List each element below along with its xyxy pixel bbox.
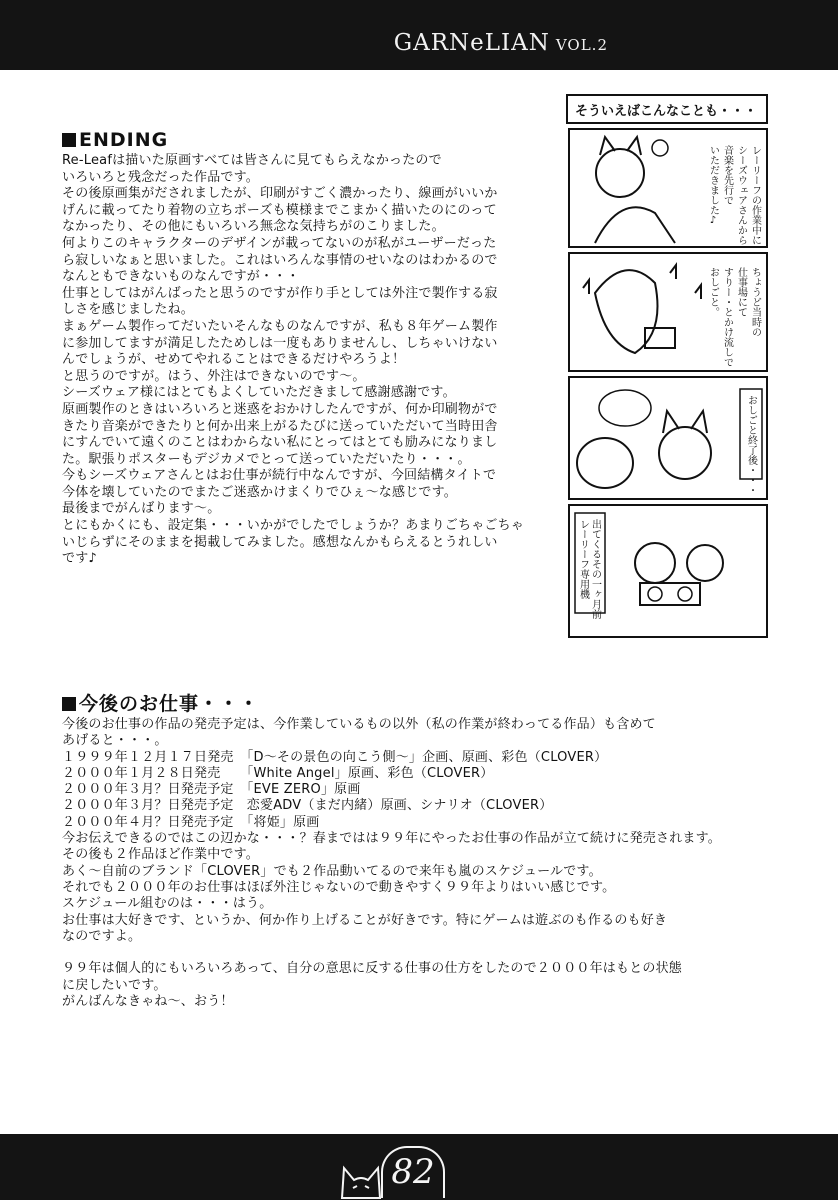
page-number: 82 <box>381 1146 445 1198</box>
magazine-title: GARNeLIAN <box>393 30 550 56</box>
panel3-text-1: おしごと終了後・・・ <box>745 395 757 495</box>
ending-line: に参加してますが満足したためしは一度もありませんし、しちゃいけない <box>62 335 498 351</box>
future-work-line: ２０００年１月２８日発売 「White Angel」原画、彩色（CLOVER） <box>62 765 494 781</box>
ending-line: た。駅張りポスターもデジカメでとって送っていただいたり・・・。 <box>62 451 471 467</box>
ending-line: いじらずにそのままを掲載してみました。感想なんかもらえるとうれしい <box>62 534 498 550</box>
ending-section <box>62 129 552 568</box>
ending-line: Re-Leafは描いた原画すべては皆さんに見てもらえなかったので <box>62 153 442 168</box>
panel1-text-2: シーズウェアさんから <box>735 145 747 245</box>
future-work-line: ２０００年４月？日発売予定 「将姫」原画 <box>62 814 320 830</box>
future-work-line: ２０００年３月？日発売予定 「EVE ZERO」原画 <box>62 782 361 798</box>
future-work-line: １９９９年１２月１７日発売 「D～その景色の向こう側～」企画、原画、彩色（CLOVER） <box>62 749 608 765</box>
panel4-text-1: 出てくるその一ヶ月前 <box>589 519 601 619</box>
future-work-line: 今お伝えできるのではこの辺かな・・・？春まではは９９年にやったお仕事の作品が立て続けに発売されます。 <box>62 831 721 847</box>
future-work-line: それでも２０００年のお仕事はほぼ外注じゃないので動きやすく９９年よりはいい感じです。 <box>62 879 616 895</box>
future-work-heading-text: 今後のお仕事・・・ <box>79 693 260 715</box>
future-work-line: ２０００年３月？日発売予定 恋愛ADV（まだ内緒）原画、シナリオ（CLOVER） <box>62 798 553 814</box>
future-work-line: その後も２作品ほど作業中です。 <box>62 847 259 863</box>
ending-line: 最後までがんばります～。 <box>62 501 221 517</box>
ending-line: にすんでいて遠くのことはわからない私にとってはとても励みになりまし <box>62 435 498 451</box>
future-work-heading <box>62 693 782 715</box>
ending-line: なんともできないものなんですが・・・ <box>62 269 300 285</box>
ending-heading-text: ENDING <box>79 129 169 151</box>
panel2-text-1: ちょうど当時の <box>749 267 761 337</box>
future-work-line: に戻したいです。 <box>62 977 167 993</box>
panel1-text-1: レーリーフの作業中に <box>749 145 761 245</box>
ending-body <box>62 153 552 568</box>
future-work-line: 今後のお仕事の作品の発売予定は、今作業しているもの以外（私の作業が終わってる作品）も含めて <box>62 717 656 732</box>
bullet-square-icon <box>62 133 76 147</box>
ending-line: んでしょうが、せめてやれることはできるだけやろうよ！ <box>62 352 406 368</box>
ending-line: その後原画集がだされましたが、印刷がすごく濃かったり、線画がいいか <box>62 186 498 202</box>
ending-line: 今体を壊していたのでまたご迷惑かけまくりでひぇ～な感じです。 <box>62 484 457 500</box>
panel4-text-2: レーリーフ専用機 <box>577 519 589 599</box>
running-title <box>394 30 608 56</box>
comic-title: そういえばこんなことも・・・ <box>575 104 758 119</box>
ending-heading <box>62 129 552 151</box>
future-work-line: あく～自前のブランド「CLOVER」でも２作品動いてるので来年も嵐のスケジュールです。 <box>62 863 602 879</box>
ending-line: 何よりこのキャラクターのデザインが載ってないのが私がユーザーだった <box>62 235 497 251</box>
future-work-line: がんばんなきゃね～、おう！ <box>62 994 234 1010</box>
volume-label: VOL.2 <box>555 36 608 54</box>
future-work-line <box>62 945 782 961</box>
panel1-text-3: 音楽を先行で <box>721 145 733 205</box>
ending-line: まぁゲーム製作ってだいたいそんなものなんですが、私も８年ゲーム製作 <box>62 318 498 334</box>
panel2-text-3: すりー・とかけ流しで <box>721 267 733 367</box>
ending-line: げんに載ってたり着物の立ちポーズも模様までこまかく描いたのにのって <box>62 202 497 218</box>
ending-line: いろいろと残念だった作品です。 <box>62 169 259 185</box>
future-work-line: ９９年は個人的にもいろいろあって、自分の意思に反する仕事の仕方をしたので２０００年はもとの状態 <box>62 961 683 977</box>
bullet-square-icon <box>62 697 76 711</box>
cat-mascot-icon <box>338 1162 384 1200</box>
ending-line: とにもかくにも、設定集・・・いかがでしたでしょうか？あまりごちゃごちゃ <box>62 518 525 534</box>
panel2-text-2: 仕事場にて <box>735 267 747 317</box>
panel1-text-4: いただきました♪ <box>707 145 719 226</box>
ending-line: しさを感じましたね。 <box>62 302 195 318</box>
future-work-line: あげると・・・。 <box>62 733 168 749</box>
four-panel-comic <box>565 93 770 641</box>
future-work-line: スケジュール組むのは・・・はう。 <box>62 896 273 912</box>
ending-line: ら寂しいなぁと思いました。これはいろんな事情のせいなのはわかるので <box>62 252 498 268</box>
ending-line: シーズウェア様にはとてもよくしていただきまして感謝感謝です。 <box>62 385 456 401</box>
header-bar <box>0 0 838 70</box>
future-work-body <box>62 717 782 1010</box>
ending-line: なかったり、その他にもいろいろ無念な気持ちがのこりました。 <box>62 219 445 235</box>
future-work-line: お仕事は大好きです、というか、何か作り上げることが好きです。特にゲームは遊ぶのも作るのも好き <box>62 912 668 928</box>
future-work-line: なのですよ。 <box>62 928 142 944</box>
ending-line: 仕事としてはがんばったと思うのですが作り手としては外注で製作する寂 <box>62 285 498 301</box>
future-work-section <box>62 693 782 1010</box>
ending-line: と思うのですが。はう、外注はできないのです～。 <box>62 368 366 384</box>
ending-line: きたり音楽ができたりと何か出来上がるたびに送っていただいて当時田舎 <box>62 418 498 434</box>
ending-line: 原画製作のときはいろいろと迷惑をおかけしたんですが、何か印刷物がで <box>62 401 498 417</box>
comic-illustration <box>565 93 770 641</box>
panel2-text-4: おしごと。 <box>707 267 719 317</box>
ending-line: です♪ <box>62 551 97 567</box>
ending-line: 今もシーズウェアさんとはお仕事が続行中なんですが、今回結構タイトで <box>62 468 497 484</box>
